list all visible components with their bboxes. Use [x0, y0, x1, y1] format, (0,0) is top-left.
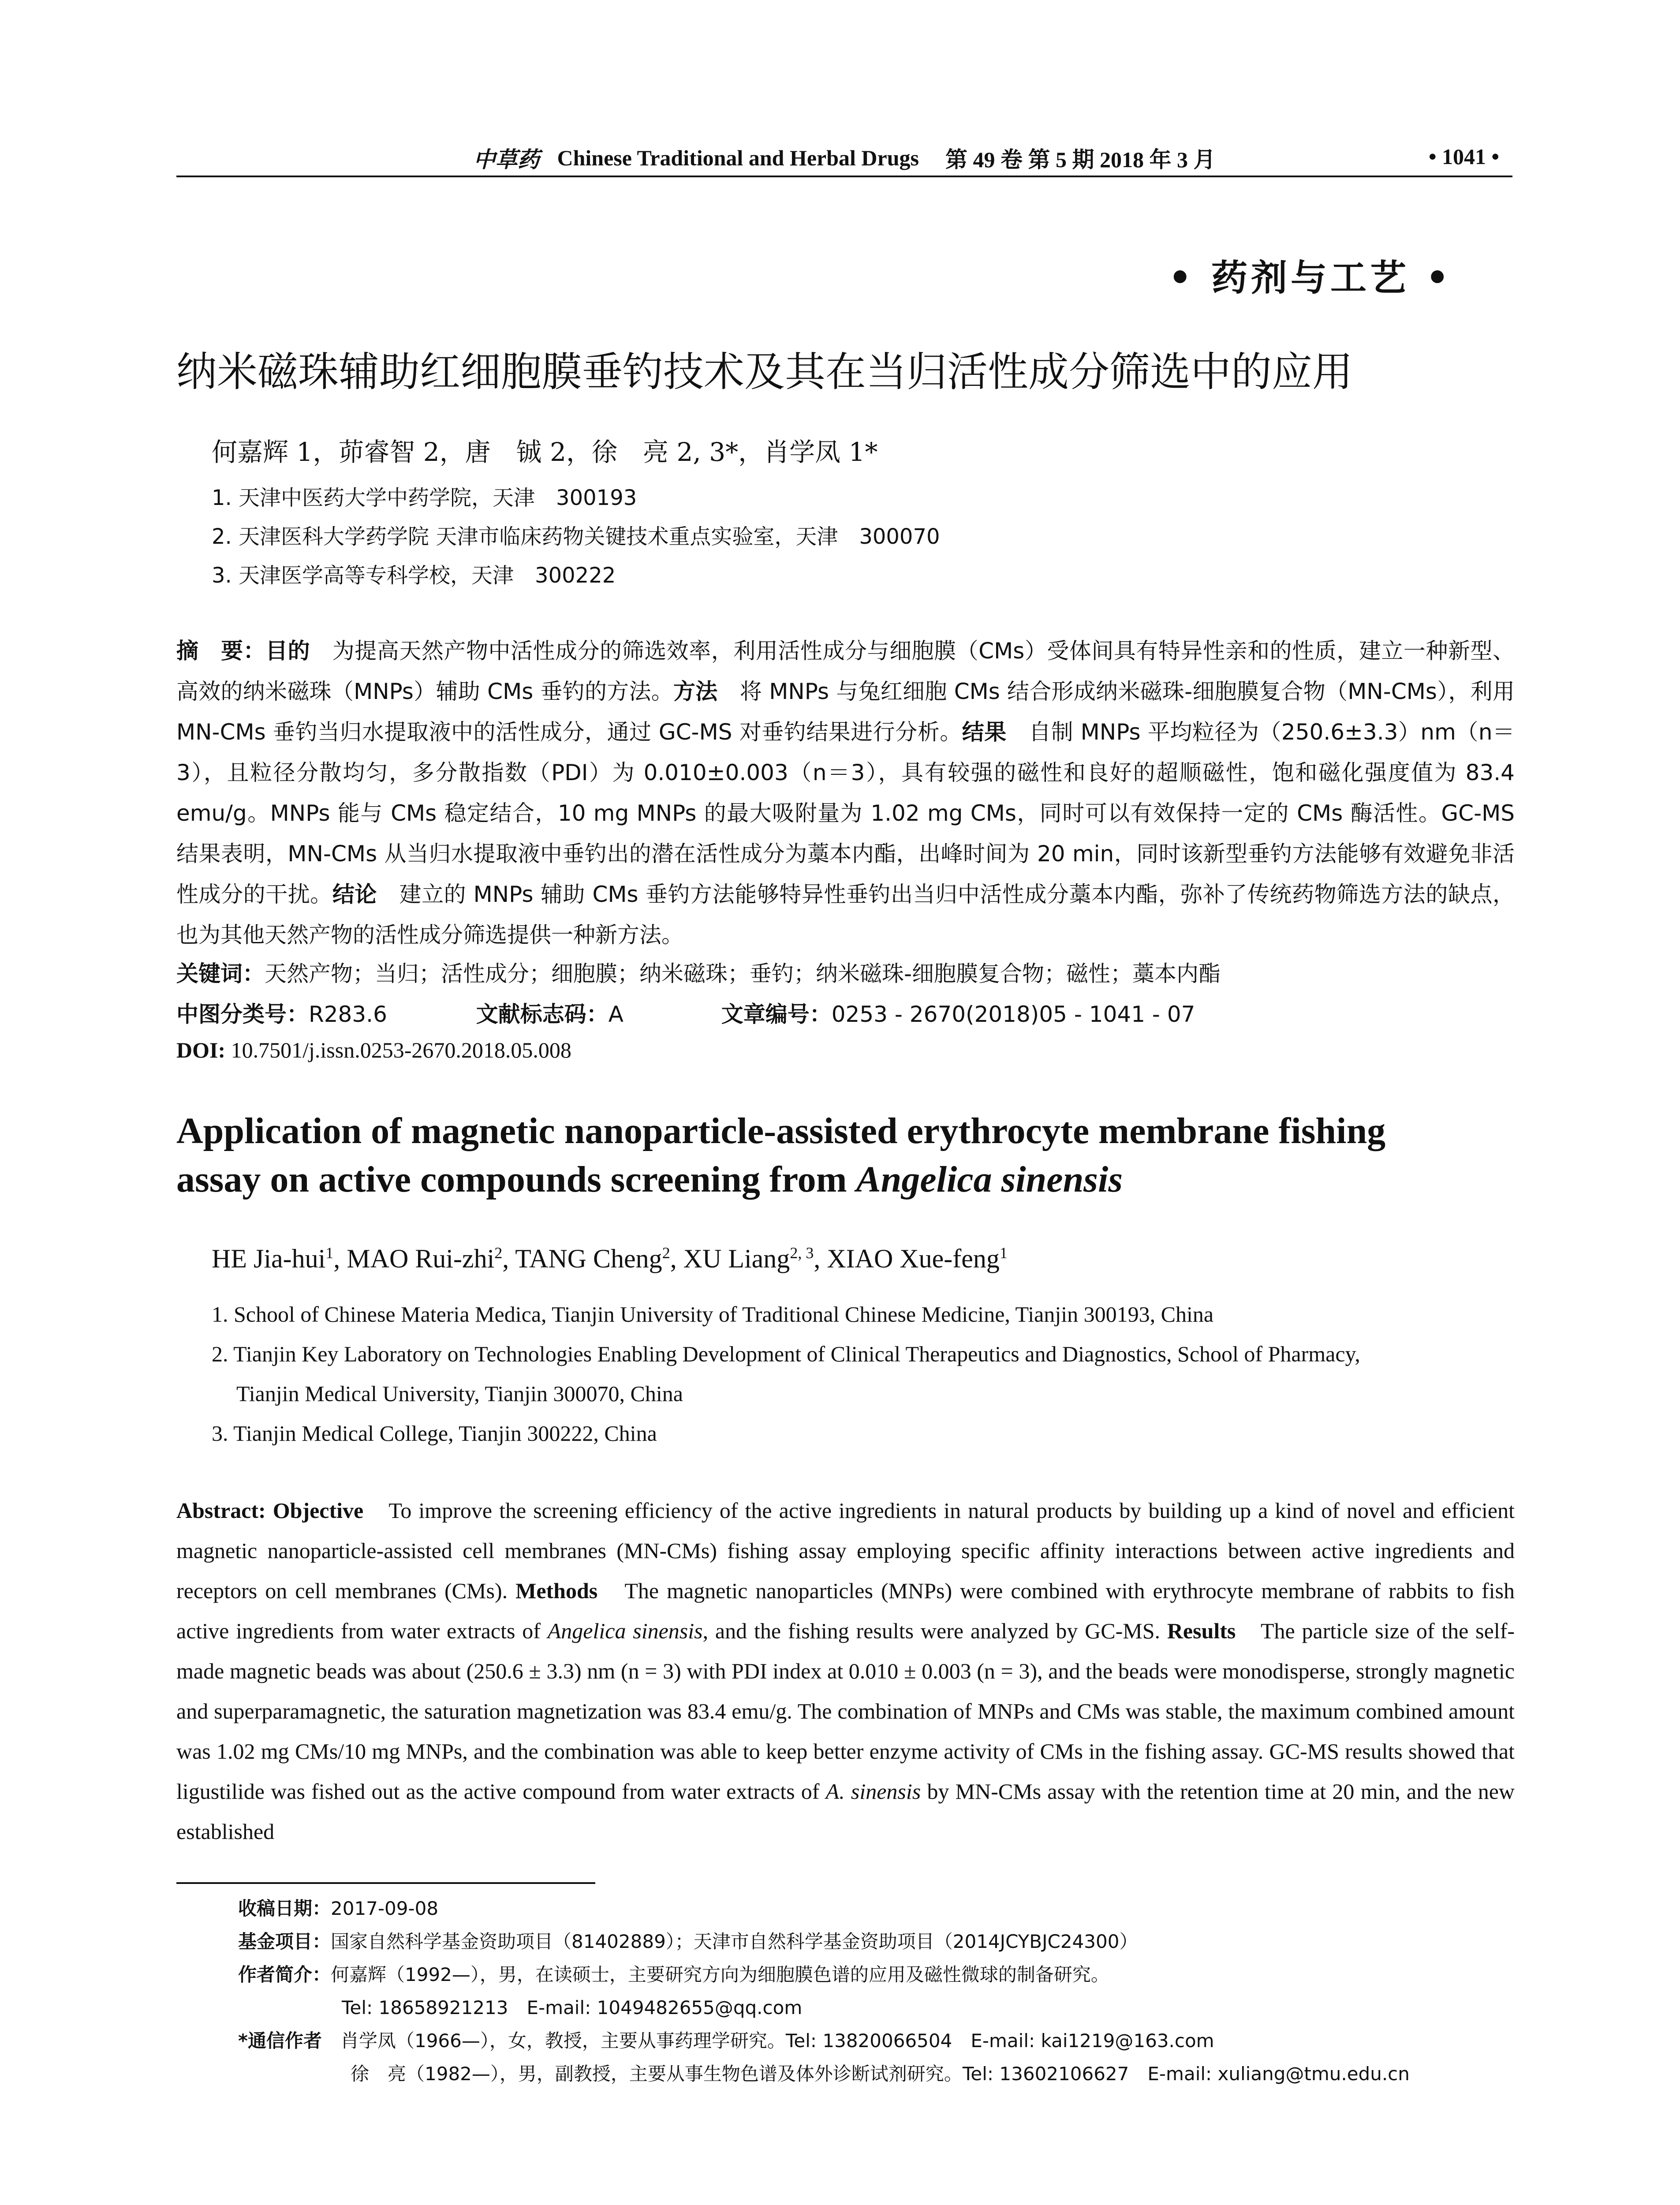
title-en-line2: assay on active compounds screening from: [176, 1159, 847, 1200]
title-en-species: Angelica sinensis: [856, 1159, 1123, 1200]
affiliation-cn-3: 3. 天津医学高等专科学校，天津 300222: [212, 563, 616, 588]
abstract-cn-label: 摘 要：: [176, 638, 266, 664]
bio-label: 作者简介：: [238, 1964, 331, 1985]
author-en-5: XIAO Xue-feng: [827, 1244, 1000, 1273]
methods-label-en: Methods: [515, 1578, 598, 1603]
author-en-3-sup: 2: [662, 1244, 670, 1262]
objective-label-cn: 目的: [265, 638, 310, 664]
fund-value: 国家自然科学基金资助项目（81402889）；天津市自然科学基金资助项目（2014JCYBJC24300）: [331, 1931, 1138, 1952]
title-en-line1: Application of magnetic nanoparticle-assisted erythrocyte membrane fishing: [176, 1110, 1386, 1151]
author-en-4: XU Liang: [683, 1244, 790, 1273]
bio-value: 何嘉辉（1992—），男，在读硕士，主要研究方向为细胞膜色谱的应用及磁性微球的制备研究。: [331, 1964, 1109, 1985]
affiliation-en-2-cont: [212, 1374, 1517, 1413]
authors-en: [212, 1244, 1008, 1274]
author-en-1: HE Jia-hui: [212, 1244, 326, 1273]
author-en-2: MAO Rui-zhi: [347, 1244, 495, 1273]
author-sep: ,: [670, 1244, 683, 1273]
doc-code-label: 文献标志码：: [476, 1002, 609, 1027]
abstract-cn: [176, 631, 1515, 955]
clc-label: 中图分类号：: [176, 1002, 309, 1027]
affiliation-cn-2: 2. 天津医科大学药学院 天津市临床药物关键技术重点实验室，天津 300070: [212, 524, 940, 549]
objective-en: To improve the screening efficiency of the active ingredients in natural products by building up a kind of novel and efficient magnetic nanoparticle-assisted cell membranes (MN-CMs) fishing assay employing specific affinity interactions between active ingredients and receptors on cell membranes (CMs).: [176, 1498, 1515, 1603]
objective-cn: 为提高天然产物中活性成分的筛选效率，利用活性成分与细胞膜（CMs）受体间具有特异性亲和的性质，建立一种新型、高效的纳米磁珠（MNPs）辅助 CMs 垂钓的方法。: [176, 638, 1515, 704]
methods-label-cn: 方法: [673, 679, 718, 704]
journal-name-cn: 中草药: [473, 147, 540, 172]
keywords-label: 关键词：: [176, 961, 265, 987]
corresponding-label: *通信作者: [238, 2030, 322, 2052]
author-sep: ,: [502, 1244, 515, 1273]
footnotes: [238, 1892, 1517, 2090]
corresponding-1-value: 肖学凤（1966—），女，教授，主要从事药理学研究。Tel: 13820066504 E-mail: kai1219@163.com: [321, 2030, 1214, 2052]
keywords-cn: [176, 956, 1221, 988]
conclusion-cn: 建立的 MNPs 辅助 CMs 垂钓方法能够特异性垂钓出当归中活性成分藁本内酯，弥补了传统药物筛选方法的缺点，也为其他天然产物的活性成分筛选提供一种新方法。: [176, 882, 1515, 948]
author-en-2-sup: 2: [494, 1244, 503, 1262]
results-cn: 自制 MNPs 平均粒径为（250.6±3.3）nm（n＝3），且粒径分散均匀，多分散指数（PDI）为 0.010±0.003（n＝3），具有较强的磁性和良好的超顺磁性，饱和磁化强度值为 83.4 emu/g。MNPs 能与 CMs 稳定结合，10 mg MNPs 的最大吸附量为 1.02 mg CMs，同时可以有效保持一定的 CMs 酶活性。GC-MS 结果表明，MN-CMs 从当归水提取液中垂钓出的潜在活性成分为藁本内酯，出峰时间为 20 min，同时该新型垂钓方法能够有效避免非活性成分的干扰。: [176, 719, 1515, 907]
author-contact: Tel: 18658921213 E-mail: 1049482655@qq.com: [342, 1997, 803, 2018]
author-en-5-sup: 1: [999, 1244, 1008, 1262]
footnote-divider: [176, 1882, 595, 1884]
fund-label: 基金项目：: [238, 1931, 331, 1952]
running-header: [176, 140, 1512, 177]
results-en-a: The particle size of the self-made magnetic beads was about (250.6 ± 3.3) nm (n = 3) with PDI index at 0.010 ± 0.003 (n = 3), and the beads were monodisperse, strongly magnetic and superparamagnetic, the saturation magnetization was 83.4 emu/g. The combination of MNPs and CMs was stable, the maximum combined amount was 1.02 mg CMs/10 mg MNPs, and the combination was able to keep better enzyme activity of CMs in the fishing assay. GC-MS results showed that ligustilide was fished out as the active compound from water extracts of: [176, 1618, 1515, 1804]
abstract-en-label: Abstract: Objective: [176, 1498, 364, 1523]
affiliation-en-3: 3. Tianjin Medical College, Tianjin 300222, China: [212, 1421, 657, 1446]
keywords-text: 天然产物；当归；活性成分；细胞膜；纳米磁珠；垂钓；纳米磁珠-细胞膜复合物；磁性；藁本内酯: [265, 961, 1221, 987]
page-number: • 1041 •: [1428, 144, 1499, 169]
results-label-cn: 结果: [962, 719, 1007, 745]
doc-code-value: A: [608, 1002, 623, 1027]
received-value: 2017-09-08: [331, 1898, 439, 1919]
affiliation-en-2: 2. Tianjin Key Laboratory on Technologies Enabling Development of Clinical Therapeutics and Diagnostics, School of Pharmacy,: [212, 1342, 1360, 1366]
results-label-en: Results: [1167, 1618, 1236, 1643]
classification-line: [176, 997, 1195, 1028]
conclusion-label-cn: 结论: [332, 882, 377, 907]
corresponding-1: [238, 2024, 1517, 2057]
fund-info: [238, 1925, 1517, 1958]
article-no-label: 文章编号：: [721, 1002, 832, 1027]
title-cn: 纳米磁珠辅助红细胞膜垂钓技术及其在当归活性成分筛选中的应用: [176, 348, 1353, 396]
received-label: 收稿日期：: [238, 1898, 331, 1919]
abstract-en: [176, 1491, 1515, 1852]
clc-value: R283.6: [309, 1002, 387, 1027]
results-species-en: A. sinensis: [825, 1779, 921, 1804]
author-en-4-sup: 2, 3: [790, 1244, 814, 1262]
received-date: [238, 1892, 1517, 1925]
corresponding-2: 徐 亮（1982—），男，副教授，主要从事生物色谱及体外诊断试剂研究。Tel: 13602106627 E-mail: xuliang@tmu.edu.cn: [351, 2063, 1410, 2085]
affiliation-en-1: 1. School of Chinese Materia Medica, Tianjin University of Traditional Chinese Medicine, Tianjin 300193, China: [212, 1302, 1214, 1327]
author-bio: [238, 1958, 1517, 1991]
doi-line: [176, 1037, 571, 1063]
methods-species-en: Angelica sinensis: [547, 1618, 703, 1643]
author-sep: ,: [333, 1244, 347, 1273]
article-no-value: 0253 - 2670(2018)05 - 1041 - 07: [831, 1002, 1195, 1027]
author-sep: ,: [814, 1244, 827, 1273]
doi-value: 10.7501/j.issn.0253-2670.2018.05.008: [231, 1038, 571, 1062]
doi-label: DOI:: [176, 1038, 226, 1062]
journal-name-en: Chinese Traditional and Herbal Drugs: [557, 146, 919, 170]
methods-en-b: , and the fishing results were analyzed by GC-MS.: [702, 1618, 1167, 1643]
author-en-1-sup: 1: [325, 1244, 334, 1262]
author-en-3: TANG Cheng: [515, 1244, 662, 1273]
results-en-b: by MN-CMs assay with the retention time at 20 min, and the new established: [176, 1779, 1515, 1844]
affiliation-en-2-cont-text: Tianjin Medical University, Tianjin 300070, China: [236, 1381, 683, 1406]
section-label: • 药剂与工艺 •: [1169, 257, 1452, 299]
authors-cn: 何嘉辉 1，茆睿智 2，唐 铖 2，徐 亮 2, 3*，肖学凤 1*: [212, 437, 878, 467]
methods-en-a: The magnetic nanoparticles (MNPs) were combined with erythrocyte membrane of rabbits to fish active ingredients from water extracts of: [176, 1578, 1515, 1643]
methods-cn: 将 MNPs 与兔红细胞 CMs 结合形成纳米磁珠-细胞膜复合物（MN-CMs），利用 MN-CMs 垂钓当归水提取液中的活性成分，通过 GC-MS 对垂钓结果进行分析。: [176, 679, 1515, 745]
title-en: [176, 1107, 1517, 1204]
affiliation-cn-1: 1. 天津中医药大学中药学院，天津 300193: [212, 486, 637, 510]
issue-info: 第 49 卷 第 5 期 2018 年 3 月: [945, 147, 1216, 172]
